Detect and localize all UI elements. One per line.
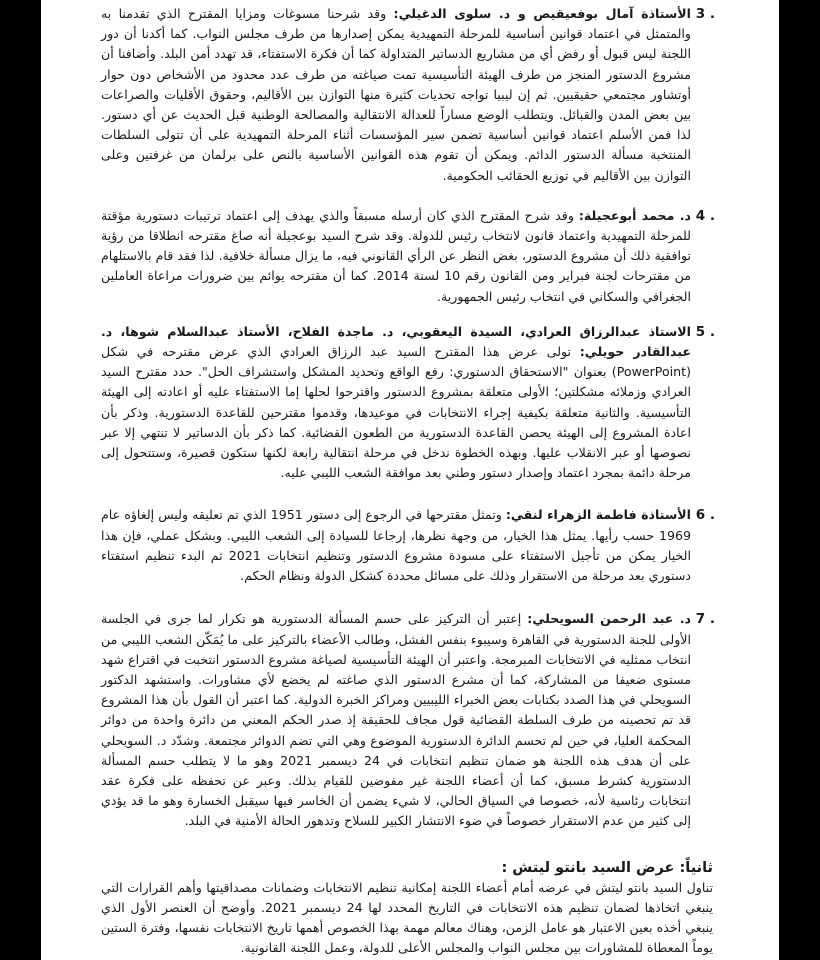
item-number: 5 . [695, 323, 715, 340]
list-item [101, 206, 713, 308]
section-paragraph: تناول السيد بانتو ليتش في عرضه أمام أعضاء اللجنة إمكانية تنظيم الانتخابات وضمانات مصداقيتها وأهم القرارات التي ينبغي اتخاذها لضمان تنظيم هذه الانتخابات في التاريخ المحدد لها 24 ديسمبر 2021. وأوضح أن العنصر الأول الذي ينبغي أخذه بعين الاعتبار هو عامل الزمن، وهناك معالم مهمة بهذا الخصوص أهمها تاريخ الانتخابات نفسها، وفترة الستين يوماً المعطاة للمشاورات بين مجلس النواب والمجلس الأعلى للدولة، وعمل اللجنة القانونية. [101, 879, 713, 956]
document-page [41, 0, 779, 960]
list-item [101, 609, 713, 831]
item-number: 4 . [695, 207, 715, 224]
item-text: وقد شرحنا مسوغات ومزايا المقترح الذي تقدمنا به والمتمثل في اعتماد قوانين أساسية للمرحلة التمهيدية يمكن إصدارها من طرف مجلس النواب. كما أكدنا أن دور اللجنة ليس قبول أو رفض أي من مشاريع الدساتير المتداولة كما أن فكرة الاستفتاء، قد تهدد أمن البلد. وأضافنا أن مشروع الدستور المنجز من طرف الهيئة التأسيسية تمت صياغته من طرف عدد محدود من الأشخاص دون حوار أوتشاور مجتمعي حقيقيين. ثم إن ليبيا تواجه تحديات كثيرة منها التوازن بين الأقاليم، وحقوق الأقليات والصراعات بين بعض المدن والقبائل. ويتطلب الوضع مساراً للعدالة الانتقالية والمصالحة الوطنية قبل الحديث عن أي دستور. لذا فمن الأسلم اعتماد قوانين أساسية تضمن سير المؤسسات أثناء المرحلة التمهيدية على أن تتولى السلطات المنتخبة مسألة الدستور الدائم. ويمكن أن تقوم هذه القوانين الأساسية بالنص على برلمان من غرفتين وعلى التوازن بين الأقاليم في توزيع الحقائب الحكومية. [101, 6, 691, 183]
speaker-name: الأستاذة آمال بوفعيقيص و د. سلوى الدغيلي: [393, 6, 691, 21]
speaker-name: الاستاذ عبدالرزاق العرادي، السيدة اليعقوبي، د. ماجدة الفلاح، الأستاذ عبدالسلام شوها، د. عبدالقادر حويلي: [101, 323, 691, 360]
item-number: 3 . [695, 6, 715, 22]
section-second [101, 858, 713, 959]
speaker-name: د. محمد أبوعجيلة: [578, 207, 691, 223]
speaker-name: د. عبد الرحمن السويحلي: [527, 611, 691, 627]
list-item [101, 322, 713, 484]
list-item [101, 4, 713, 186]
item-text: تولى عرض هذا المقترح السيد عبد الرزاق العرادي الذي عرض مقترحه في شكل (PowerPoint) بعنوان "الاستحقاق الدستوري: رفع الواقع وتحديد المشكل واستشراف الحل". حدد مقترح السيد العرادي وزملائه مشكلتين؛ الأولى متعلقة بمشروع الدستور واقترحوا لحلها إما الاستفتاء عليه أو اعادته إلى الهيئة التأسيسية. والثانية متعلقة بكيفية إجراء الانتخابات في موعيدها، وقدموا مقترحين للقاعدة الدستورية. وذكر بأن اعادة المشروع إلى الهيئة يحصن القاعدة الدستورية من الطعون القضائية. كما ذكر بأن الدساتير لا تنتهي إلا عبر نصوصها أو عبر الانقلاب عليها. وبهذه الخطوة ندخل في مرحلة انتقالية رابعة لكنها ستكون قصيرة، وستتحول إلى مرحلة دائمة بمجرد اعتماد وإصدار دستور وطني بعد موافقة الشعب الليبي عليه. [101, 344, 691, 481]
item-number: 6 . [695, 507, 715, 524]
item-text: وتمثل مقترحها في الرجوع إلى دستور 1951 الذي تم تعليقه وليس إلغاؤه عام 1969 حسب رأيها. يمثل هذا الخيار، من وجهة نظرها، إرجاعا للسيادة إلى الشعب الليبي. وبشكل عملي، فإن هذا الخيار يمكن من تأجيل الاستفتاء على مسودة مشروع الدستور وتنظيم انتخابات 2021 ثم البدء تنظيم استفتاء دستوري بعد مرحلة من الاستقرار وذلك على مسائل محددة كشكل الدولة ونظام الحكم. [101, 507, 691, 584]
item-text: وقد شرح المقترح الذي كان أرسله مسبقاً والذي يهدف إلى اعتماد ترتيبات دستورية مؤقتة للمرحلة التمهيدية واعتماد قانون لانتخاب رئيس للدولة. وقد شرح السيد بوعجيلة أنه صاغ مقترحه انطلاقا من رؤية توافقية ذلك أن مشروع الدستور، بغض النظر عن الرأي القانوني فيه، ما يزال مسألة خلافية. لذا فقد قام بالاستلهام من مقترحات لجنة فبراير ومن القانون رقم 10 لسنة 2014. كما أن مقترحه يوائم بين ضرورات مراعاة العاملين الجغرافي والسكاني في انتخاب رئيس الجمهورية. [101, 207, 692, 304]
speaker-name: الأستاذة فاطمة الزهراء لنقي: [505, 507, 691, 523]
item-text: إعتبر أن التركيز على حسم المسألة الدستورية هو تكرار لما جرى في الجلسة الأولى للجنة الدستورية في القاهرة وسيبوء بنفس الفشل، وطالب الأعضاء بالتركيز على ما يُمَكّن الشعب الليبي من انتخاب ممثليه في الانتخابات المبرمجة. واعتبر أن الهيئة التأسيسية لصياغة مشروع الدستور انتخبت في اقتراع شهد مستوى ضعيفا من المشاركة، كما أن مشرع الدستور الذي صاغته لم يخضع لأي مشاورات. واستشهد الدكتور السويحلي في هذا الصدد بكتابات بعض الخبراء الليبيين ومراكز الخبرة الدولية. كما اعتبر أن القول بأن هذا المشروع قد تم تحصينه من طرف السلطة القضائية قول مجاف للحقيقة إذ صدر الحكم المعني من دائرة واحدة من دوائر المحكمة العليا، في حين لم تحسم الدائرة الدستورية الموضوع وهي التي تضم الدوائر مجتمعة. وشدّد د. السويحلي على أن هدف هذه اللجنة هو ضمان تنظيم انتخابات في 24 ديسمبر 2021 وهو ما لا يتطلب حسم المسألة الدستورية كشرط مسبق، كما أن أعضاء اللجنة غير مفوضين للقيام بذلك. وعبر عن تحفظه على فكرة عقد انتخابات رئاسية لأنه، خصوصا في السياق الحالي، لا شيء يضمن أن الخاسر فيها سيقبل الخسارة وهو ما قد يؤدي إلى كثير من عدم الاستقرار خصوصاً في ضوء الانتشار الكبير للسلاح وتدهور الحالة الأمنية في البلد. [101, 611, 691, 829]
document-content [101, 4, 713, 959]
item-number: 7 . [695, 611, 715, 628]
list-item [101, 505, 713, 587]
section-heading: ثانياً: عرض السيد بانتو ليتش : [501, 859, 713, 876]
